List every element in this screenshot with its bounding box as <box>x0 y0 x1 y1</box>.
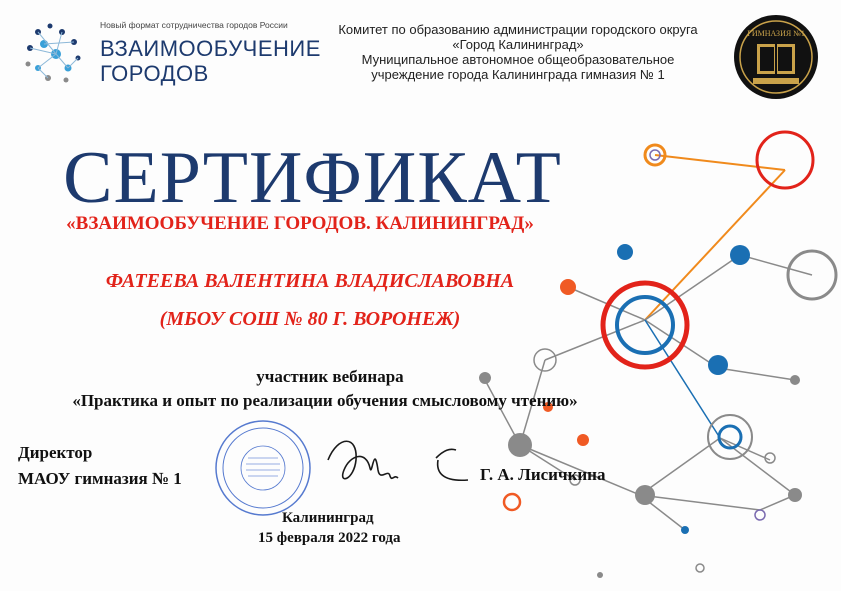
director-title-line1: Директор <box>18 443 93 462</box>
organization-header <box>318 22 718 82</box>
official-stamp-icon <box>210 418 316 518</box>
logo-name <box>100 36 321 86</box>
director-signature-icon <box>318 430 478 490</box>
emblem-text: ГИМНАЗИЯ №1 <box>747 29 805 38</box>
org-line: Муниципальное автономное общеобразовательное <box>361 52 675 67</box>
city: Калининград <box>282 510 374 526</box>
org-line: Комитет по образованию администрации городского округа <box>338 22 698 37</box>
logo-name-line1: ВЗАИМООБУЧЕНИЕ <box>100 36 321 61</box>
webinar-title: «Практика и опыт по реализации обучения смысловому чтению» <box>72 391 578 410</box>
certificate-title: СЕРТИФИКАТ <box>63 137 562 219</box>
certificate-subtitle: «ВЗАИМООБУЧЕНИЕ ГОРОДОВ. КАЛИНИНГРАД» <box>66 213 534 234</box>
director-name: Г. А. Лисичкина <box>480 465 606 484</box>
director-title-line2: МАОУ гимназия № 1 <box>18 469 182 488</box>
participant-role: участник вебинара <box>256 367 404 386</box>
issue-date: 15 февраля 2022 года <box>258 530 401 546</box>
director-title <box>18 440 182 492</box>
recipient-name: ФАТЕЕВА ВАЛЕНТИНА ВЛАДИСЛАВОВНА <box>105 270 515 292</box>
org-line: учреждение города Калининграда гимназия № 1 <box>371 67 665 82</box>
logo-name-line2: ГОРОДОВ <box>100 61 209 86</box>
recipient-school: (МБОУ СОШ № 80 Г. ВОРОНЕЖ) <box>159 308 461 330</box>
logo-tagline: Новый формат сотрудничества городов России <box>100 20 288 30</box>
gymnasium-emblem-icon <box>733 14 819 100</box>
org-line: «Город Калининград» <box>452 37 584 52</box>
